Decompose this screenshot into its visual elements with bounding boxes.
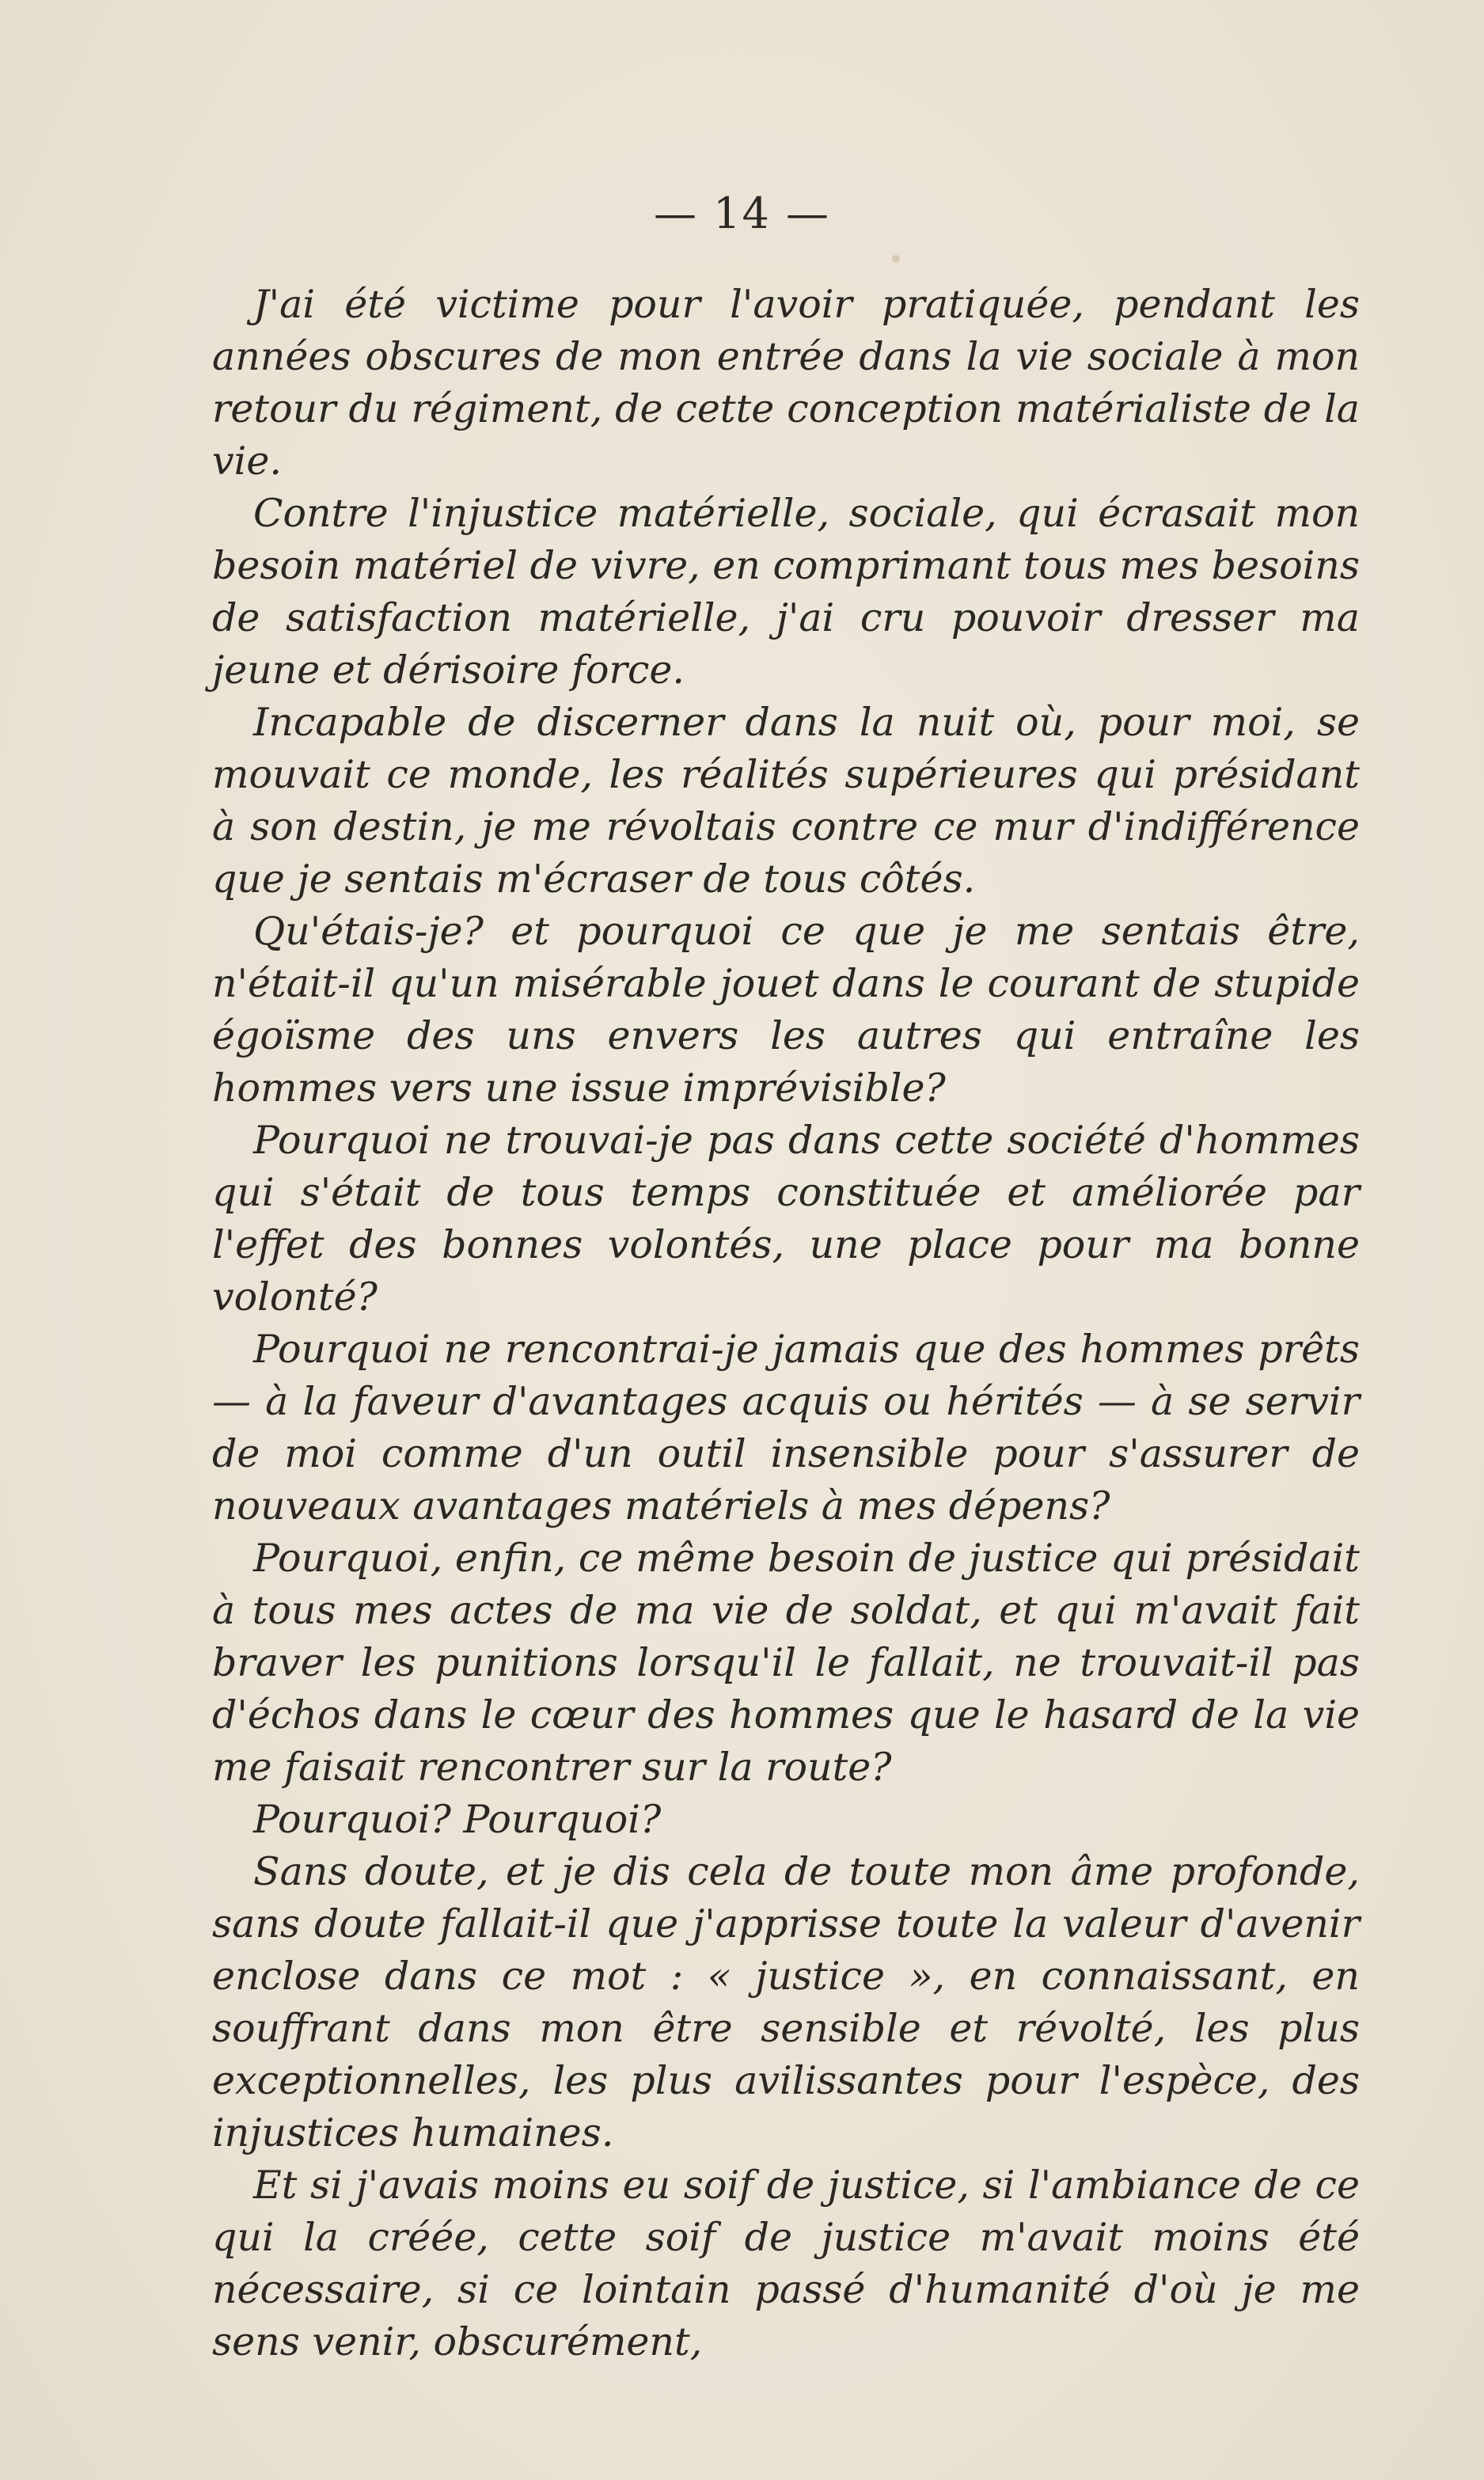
paragraph: Contre l'injustice matérielle, sociale, qui écrasait mon besoin matériel de vivre, en comprimant tous mes besoins de satisfaction matérielle, j'ai cru pouvoir dresser ma jeune et dérisoire force. [212, 491, 1360, 693]
paragraph: Sans doute, et je dis cela de toute mon âme profonde, sans doute fallait-il que j'apprisse toute la valeur d'avenir enclose dans ce mot : « justice », en connaissant, en souffrant dans mon être sensible et révolté, les plus exceptionnelles, les plus avilissantes pour l'espèce, des injustices humaines. [212, 1849, 1360, 2155]
paragraph: Et si j'avais moins eu soif de justice, si l'ambiance de ce qui la créée, cette soif de justice m'avait moins été nécessaire, si ce lointain passé d'humanité d'où je me sens venir, obscurément, [212, 2163, 1360, 2364]
page-number: — 14 — [653, 188, 831, 238]
paragraph: Pourquoi ne rencontrai-je jamais que des hommes prêts — à la faveur d'avantages acquis ou hérités — à se servir de moi comme d'un outil insensible pour s'assurer de nouveaux avantages matériels à mes dépens? [212, 1327, 1360, 1529]
paragraph: Qu'étais-je? et pourquoi ce que je me sentais être, n'était-il qu'un misérable jouet dans le courant de stupide égoïsme des uns envers les autres qui entraîne les hommes vers une issue imprévisible? [212, 909, 1360, 1111]
paragraph: Pourquoi ne trouvai-je pas dans cette société d'hommes qui s'était de tous temps constituée et améliorée par l'effet des bonnes volontés, une place pour ma bonne volonté? [212, 1118, 1360, 1320]
paragraph: J'ai été victime pour l'avoir pratiquée, pendant les années obscures de mon entrée dans la vie sociale à mon retour du régiment, de cette conception matérialiste de la vie. [212, 282, 1360, 484]
body-text [212, 279, 1360, 2368]
paragraph: Pourquoi, enfin, ce même besoin de justice qui présidait à tous mes actes de ma vie de soldat, et qui m'avait fait braver les punitions lorsqu'il le fallait, ne trouvait-il pas d'échos dans le cœur des hommes que le hasard de la vie me faisait rencontrer sur la route? [212, 1536, 1360, 1790]
paragraph: Pourquoi? Pourquoi? [253, 1797, 662, 1842]
ink-smudge [892, 255, 900, 263]
paragraph: Incapable de discerner dans la nuit où, pour moi, se mouvait ce monde, les réalités supérieures qui présidant à son destin, je me révoltais contre ce mur d'indifférence que je sentais m'écraser de tous côtés. [212, 700, 1360, 902]
